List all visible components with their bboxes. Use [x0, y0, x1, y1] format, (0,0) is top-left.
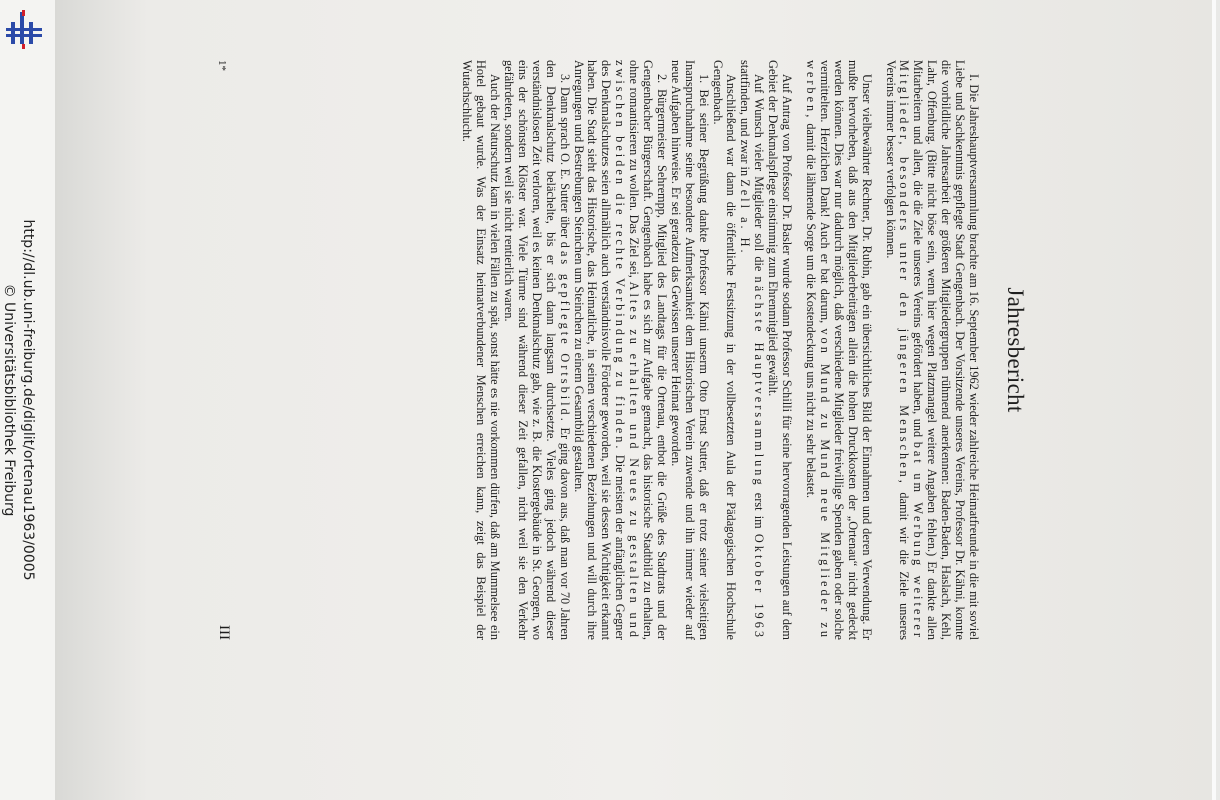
- document-url: http://dl.ub.uni-freiburg.de/diglit/ortenau1963/0005: [20, 219, 36, 581]
- viewer-sidebar: [0, 0, 55, 800]
- page-number: III: [216, 625, 232, 640]
- page-content: [200, 40, 1040, 660]
- paragraph: Anschließend war dann die öffentliche Festsitzung in der vollbesetzten Aula der Pädagogischen Hochschule Gengenbach.: [710, 60, 739, 640]
- paragraph: 2. Bürgermeister Sehrempp, Mitglied des Landtags für die Ortenau, entbot die Grüße des Stadtrats und der Gengenbacher Bürgerschaft. Gengenbach habe es sich zur Aufgabe gemacht, das historische Stadtbild zu erhalten, ohne romantisieren zu wollen. Das Ziel sei, Altes zu erhalten und Neues zu gestalten und zwischen beiden die rechte Verbindung zu finden. Die meisten der anfänglichen Gegner des Denkmalschutzes seien allmählich auch verständnisvolle Förderer geworden, weil sie dessen Wichtigkeit erkannt haben. Die Stadt sieht das Historische, das Heimatliche, in seinen verschiedenen Beziehungen und will durch ihre Anregungen und Bestrebungen Steinchen um Steinchen zu einem Gesamtbild gestalten.: [571, 60, 669, 640]
- paragraph: 1. Bei seiner Begrüßung dankte Professor Kähni unserm Otto Ernst Sutter, daß er trotz seiner vielseitigen Inanspruchnahme seine besondere Aufmerksamkeit dem Historischen Verein zuwende und ihn immer wieder auf neue Aufgaben hinweise. Er sei geradezu das Gewissen unserer Heimat geworden.: [668, 60, 711, 640]
- scanned-page: [55, 0, 1216, 800]
- page-body: [459, 60, 980, 640]
- page-title: Jahresbericht: [1003, 287, 1028, 413]
- paragraph: Auch der Naturschutz kam in vielen Fällen zu spät, sonst hätte es nie vorkommen dürfen, daß am Mummelsee ein Hotel gebaut wurde. Was der Einsatz heimatverbundener Menschen erreichen kann, zeigt das Beispiel der Wutachschlucht.: [460, 60, 503, 640]
- page-edge: [1212, 0, 1216, 800]
- paragraph: 3. Dann sprach O. E. Sutter über das gepflegte Ortsbild. Er ging davon aus, daß man vor 70 Jahren den Denkmalschutz belächelte, bis er sich dann langsam durchsetzte. Vieles ging jedoch während dieser verständnislosen Zeit verloren, weil es keinen Denkmalschutz gab, wie z. B. die Klostergebäude in St. Georgen, wo eins der schönsten Klöster war. Viele Türme sind während dieser Zeit gefallen, nicht weil sie den Verkehr gefährdeten, sondern weil sie nicht rentierlich waren.: [502, 60, 572, 641]
- copyright-notice: © Universitätsbibliothek Freiburg: [1, 283, 17, 517]
- paragraph: Unser vielbewährter Rechner, Dr. Rubin, gab ein übersichtliches Bild der Einnahmen und deren Verwendung. Er mußte hervorheben, daß aus den Mitgliederbeiträgen allein die hohen Druckkosten der „Ortenau“ nicht gedeckt werden können. Dies war nur dadurch möglich, daß verschiedene Mitglieder freiwillige Spenden gaben oder solche vermittelten. Herzlichen Dank! Auch er bat darum, von Mund zu Mund neue Mitglieder zu werben, damit die lähmende Sorge um die Kostendeckung uns nicht zu sehr belastet.: [804, 60, 874, 640]
- paragraph: Auf Wunsch vieler Mitglieder soll die nächste Hauptversammlung erst im Oktober 1963 stattfinden, und zwar in Zell a. H.: [738, 60, 767, 641]
- signature-mark: 1*: [216, 60, 228, 71]
- paragraph: I. Die Jahreshauptversammlung brachte am 16. September 1962 wieder zahlreiche Heimatfreunde in die mit soviel Liebe und Sachkenntnis gepflegte Stadt Gengenbach. Der Vorsitzende unseres Vereins, Professor Dr. Kähni, konnte die vorbildliche Jahresarbeit der größeren Mitgliedergruppen rühmend anerkennen: Baden-Baden, Haslach, Kehl, Lahr, Offenburg. (Bitte nicht böse sein, wenn hier wegen Platzmangel weitere Angaben fehlen.) Er dankte allen Mitarbeitern und allen, die die Ziele unseres Vereins gefördert haben, und bat um Werbung weiterer Mitglieder, besonders unter den jüngeren Menschen, damit wir die Ziele unseres Vereins immer besser verfolgen können.: [883, 60, 981, 640]
- paragraph: Auf Antrag von Professor Dr. Basler wurde sodann Professor Schilli für seine hervorragenden Leistungen auf dem Gebiet der Denkmalspflege einstimmig zum Ehrenmitglied gewählt.: [766, 60, 795, 640]
